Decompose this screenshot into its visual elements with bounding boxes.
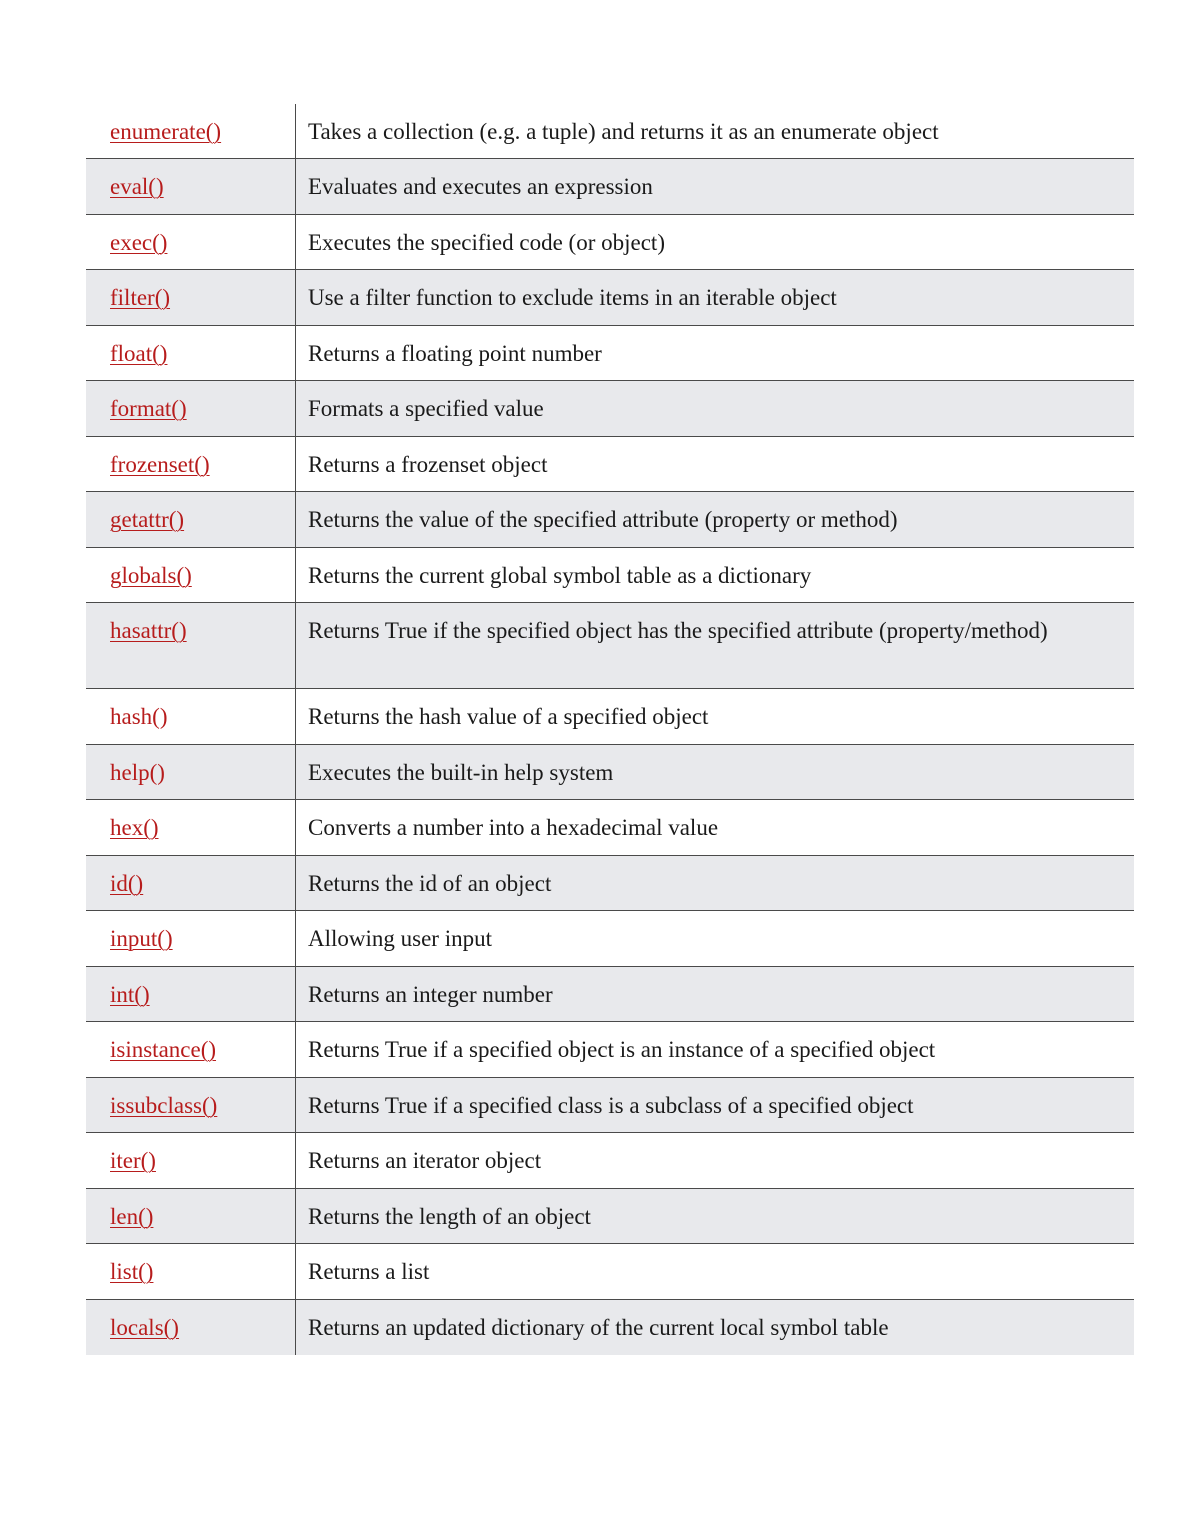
- function-description: Use a filter function to exclude items in an iterable object: [308, 285, 837, 310]
- function-link[interactable]: float(): [110, 340, 168, 366]
- function-name-cell: [86, 492, 296, 547]
- function-description: Executes the built-in help system: [308, 759, 614, 785]
- function-name-cell: [86, 215, 296, 270]
- function-description: Returns True if a specified object is an instance of a specified object: [308, 1037, 936, 1062]
- table-row: [86, 800, 1134, 856]
- function-link[interactable]: len(): [110, 1203, 154, 1229]
- table-row: [86, 1133, 1134, 1189]
- table-row: [86, 967, 1134, 1023]
- function-link[interactable]: exec(): [110, 229, 168, 255]
- table-row: [86, 548, 1134, 604]
- table-row: [86, 1078, 1134, 1134]
- function-link[interactable]: int(): [110, 981, 150, 1007]
- function-name-cell: [86, 104, 296, 158]
- table-row: [86, 1189, 1134, 1245]
- function-name-cell: [86, 326, 296, 381]
- table-row: [86, 326, 1134, 382]
- builtin-functions-table: [86, 104, 1134, 1355]
- function-name-cell: [86, 1300, 296, 1356]
- function-name-cell: [86, 745, 296, 800]
- function-description: Returns True if the specified object has the specified attribute (property/method): [308, 618, 1048, 643]
- table-row: [86, 911, 1134, 967]
- function-name-cell: [86, 800, 296, 855]
- function-name-cell: [86, 1022, 296, 1077]
- function-name-cell: [86, 1244, 296, 1299]
- table-row: [86, 270, 1134, 326]
- table-row: [86, 603, 1134, 689]
- function-description: Returns the hash value of a specified object: [308, 704, 709, 729]
- function-link[interactable]: format(): [110, 396, 187, 421]
- function-description: Returns the current global symbol table as a dictionary: [308, 562, 812, 588]
- function-name: hash(): [110, 704, 168, 729]
- function-link[interactable]: eval(): [110, 174, 164, 199]
- function-description: Returns an updated dictionary of the current local symbol table: [308, 1314, 889, 1340]
- function-description: Returns a floating point number: [308, 340, 602, 366]
- table-row: [86, 1244, 1134, 1300]
- function-description: Returns the id of an object: [308, 870, 552, 896]
- function-link[interactable]: input(): [110, 926, 173, 951]
- function-description: Takes a collection (e.g. a tuple) and returns it as an enumerate object: [308, 119, 939, 144]
- function-link[interactable]: hasattr(): [110, 618, 187, 643]
- function-link[interactable]: frozenset(): [110, 451, 210, 477]
- function-link[interactable]: enumerate(): [110, 119, 222, 144]
- function-name-cell: [86, 1078, 296, 1133]
- function-link[interactable]: list(): [110, 1259, 154, 1284]
- function-description: Returns a frozenset object: [308, 451, 548, 477]
- table-row: [86, 689, 1134, 745]
- function-name-cell: [86, 911, 296, 966]
- function-description: Returns the value of the specified attribute (property or method): [308, 507, 898, 532]
- function-name-cell: [86, 1189, 296, 1244]
- function-description: Returns True if a specified class is a subclass of a specified object: [308, 1092, 914, 1118]
- function-description: Returns an integer number: [308, 981, 553, 1007]
- table-row: [86, 437, 1134, 493]
- function-description: Executes the specified code (or object): [308, 229, 665, 255]
- function-name-cell: [86, 270, 296, 325]
- function-description: Converts a number into a hexadecimal value: [308, 815, 719, 840]
- function-description: Returns the length of an object: [308, 1203, 591, 1229]
- table-row: [86, 856, 1134, 912]
- function-link[interactable]: hex(): [110, 815, 159, 840]
- table-row: [86, 1300, 1134, 1356]
- table-row: [86, 215, 1134, 271]
- function-name-cell: [86, 603, 296, 688]
- function-name-cell: [86, 856, 296, 911]
- function-link[interactable]: globals(): [110, 562, 192, 588]
- table-row: [86, 745, 1134, 801]
- function-description: Returns an iterator object: [308, 1148, 542, 1173]
- function-name: help(): [110, 759, 165, 785]
- function-link[interactable]: filter(): [110, 285, 171, 310]
- table-row: [86, 104, 1134, 159]
- table-row: [86, 1022, 1134, 1078]
- function-name-cell: [86, 437, 296, 492]
- function-name-cell: [86, 1133, 296, 1188]
- function-name-cell: [86, 967, 296, 1022]
- function-name-cell: [86, 159, 296, 214]
- function-description: Returns a list: [308, 1259, 430, 1284]
- function-link[interactable]: getattr(): [110, 507, 185, 532]
- table-row: [86, 492, 1134, 548]
- function-description: Allowing user input: [308, 926, 492, 951]
- function-name-cell: [86, 548, 296, 603]
- function-name-cell: [86, 381, 296, 436]
- function-link[interactable]: isinstance(): [110, 1037, 217, 1062]
- function-link[interactable]: locals(): [110, 1314, 179, 1340]
- function-name-cell: [86, 689, 296, 744]
- function-description: Formats a specified value: [308, 396, 544, 421]
- table-row: [86, 381, 1134, 437]
- function-link[interactable]: iter(): [110, 1148, 156, 1173]
- function-link[interactable]: issubclass(): [110, 1092, 218, 1118]
- function-link[interactable]: id(): [110, 870, 144, 896]
- function-description: Evaluates and executes an expression: [308, 174, 653, 199]
- table-row: [86, 159, 1134, 215]
